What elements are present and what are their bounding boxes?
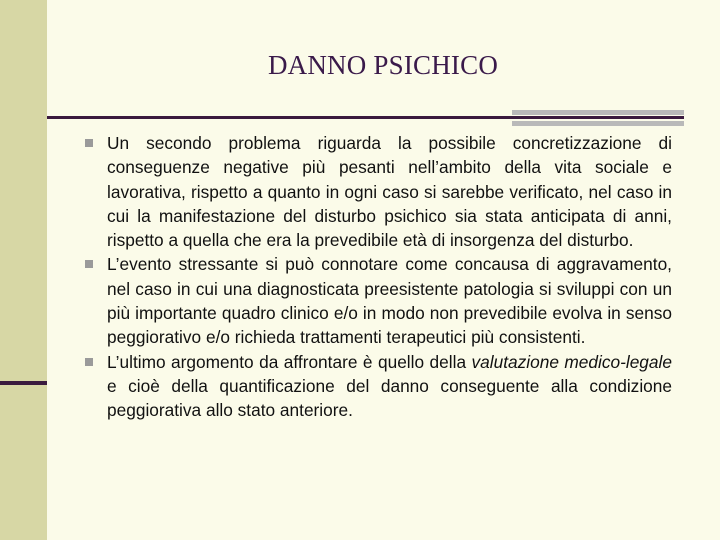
slide-title: DANNO PSICHICO	[267, 50, 499, 80]
bullet-text-before: L’ultimo argomento da affrontare è quello della	[107, 351, 472, 372]
side-accent-bar	[0, 381, 47, 385]
bullet-item	[84, 131, 672, 252]
square-bullet-icon	[85, 358, 93, 366]
square-bullet-icon	[85, 139, 93, 147]
title-rule-grey-bottom	[512, 121, 684, 126]
bullet-list	[84, 131, 672, 423]
bullet-text: Un secondo problema riguarda la possibile concretizzazione di conseguenze negative più pesanti nell’ambito della vita sociale e lavorativa, rispetto a quanto in ogni caso si sarebbe verificato, nel caso in cui la manifestazione del disturbo psichico sia stata anticipata di anni, rispetto a quella che era la prevedibile età di insorgenza del disturbo.	[107, 133, 672, 251]
bullet-item	[84, 350, 672, 423]
bullet-item	[84, 252, 672, 349]
bullet-text-after: e cioè della quantificazione del danno conseguente alla condizione peggiorativa allo stato anteriore.	[107, 375, 672, 421]
square-bullet-icon	[85, 260, 93, 268]
bullet-text: L’evento stressante si può connotare come concausa di aggravamento, nel caso in cui una diagnosticata preesistente patologia si sviluppi con un più importante quadro clinico e/o in modo non prevedibile evolva in senso peggiorativo e/o richieda trattamenti terapeutici più consistenti.	[107, 254, 672, 348]
title-rule	[47, 116, 684, 119]
side-band	[0, 0, 47, 540]
title-rule-grey-top	[512, 110, 684, 115]
bullet-text-italic: valutazione medico-legale	[471, 351, 672, 372]
